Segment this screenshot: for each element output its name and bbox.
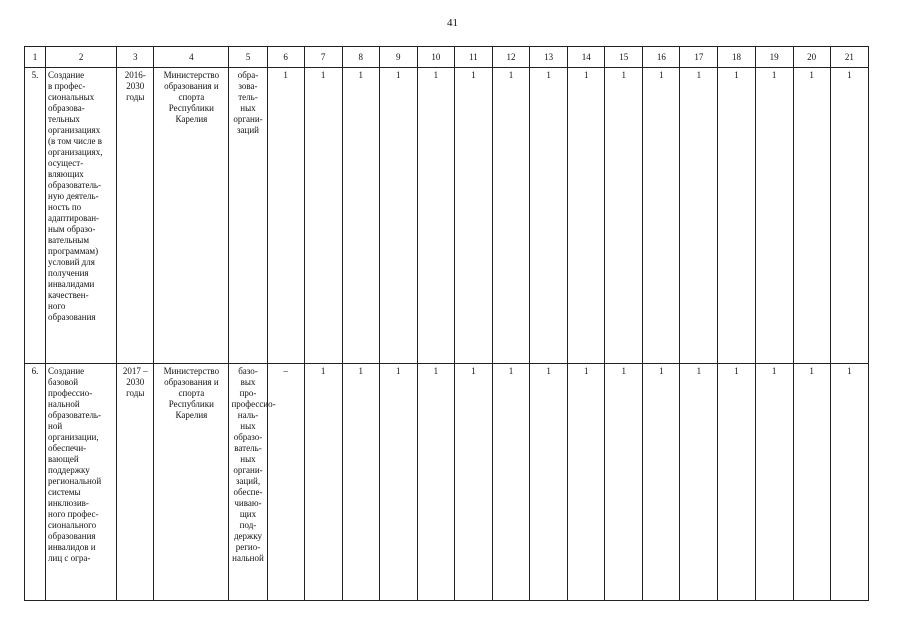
value-cell-12: 1 (493, 364, 530, 601)
value-cell-6: – (267, 364, 304, 601)
value-cell-19: 1 (755, 68, 793, 364)
value-cell-6: 1 (267, 68, 304, 364)
value-cell-11: 1 (454, 68, 492, 364)
value-cell-8: 1 (342, 364, 379, 601)
value-cell-20: 1 (793, 68, 830, 364)
column-number-18: 18 (718, 47, 755, 68)
column-number-15: 15 (605, 47, 643, 68)
table-row (25, 68, 869, 364)
table-row (25, 364, 869, 601)
column-number-7: 7 (304, 47, 342, 68)
column-number-3: 3 (117, 47, 154, 68)
value-cell-17: 1 (680, 364, 718, 601)
period: 2016- 2030 годы (117, 68, 154, 364)
value-cell-21: 1 (830, 68, 868, 364)
column-number-12: 12 (493, 47, 530, 68)
column-number-5: 5 (229, 47, 267, 68)
value-cell-13: 1 (530, 364, 568, 601)
column-number-14: 14 (568, 47, 605, 68)
value-cell-8: 1 (342, 68, 379, 364)
column-number-2: 2 (46, 47, 117, 68)
unit-of-measure: обра- зова- тель- ных органи- заций (229, 68, 267, 364)
value-cell-7: 1 (304, 364, 342, 601)
value-cell-10: 1 (417, 364, 454, 601)
column-number-6: 6 (267, 47, 304, 68)
activity-name: Создание базовой профессио- нальной образователь- ной организации, обеспечи- вающей поддержку региональной системы инклюзив- ного профес- сионального образования инвалидов и лиц с огра- (46, 364, 117, 601)
value-cell-11: 1 (454, 364, 492, 601)
page-number: 41 (447, 17, 458, 29)
value-cell-9: 1 (379, 364, 417, 601)
column-number-10: 10 (417, 47, 454, 68)
column-number-20: 20 (793, 47, 830, 68)
row-number: 5. (25, 68, 46, 364)
column-number-4: 4 (154, 47, 229, 68)
value-cell-14: 1 (568, 364, 605, 601)
value-cell-18: 1 (718, 68, 755, 364)
column-number-19: 19 (755, 47, 793, 68)
header-row (25, 47, 869, 68)
column-number-8: 8 (342, 47, 379, 68)
activity-name: Создание в профес- сиональных образова- тельных организациях (в том числе в организациях, осущест- вляющих образователь- ную деятель- ность по адаптирован- ным образо- вательным программам) условий для получения инвалидами качествен- ного образования (46, 68, 117, 364)
value-cell-16: 1 (643, 364, 680, 601)
responsible-executor: Министерство образования и спорта Республики Карелия (154, 364, 229, 601)
column-number-1: 1 (25, 47, 46, 68)
value-cell-13: 1 (530, 68, 568, 364)
value-cell-12: 1 (493, 68, 530, 364)
responsible-executor: Министерство образования и спорта Республики Карелия (154, 68, 229, 364)
value-cell-17: 1 (680, 68, 718, 364)
value-cell-21: 1 (830, 364, 868, 601)
value-cell-15: 1 (605, 68, 643, 364)
value-cell-19: 1 (755, 364, 793, 601)
value-cell-16: 1 (643, 68, 680, 364)
value-cell-20: 1 (793, 364, 830, 601)
value-cell-14: 1 (568, 68, 605, 364)
value-cell-15: 1 (605, 364, 643, 601)
period: 2017 – 2030 годы (117, 364, 154, 601)
value-cell-18: 1 (718, 364, 755, 601)
unit-of-measure: базо- вых про- профессио- наль- ных образо- ватель- ных органи- заций, обеспе- чиваю- щих под- держку регио- нальной (229, 364, 267, 601)
column-number-13: 13 (530, 47, 568, 68)
value-cell-9: 1 (379, 68, 417, 364)
row-number: 6. (25, 364, 46, 601)
value-cell-7: 1 (304, 68, 342, 364)
column-number-16: 16 (643, 47, 680, 68)
column-number-9: 9 (379, 47, 417, 68)
column-number-17: 17 (680, 47, 718, 68)
column-number-11: 11 (454, 47, 492, 68)
table-body (25, 47, 869, 601)
program-table (24, 46, 869, 601)
column-number-21: 21 (830, 47, 868, 68)
value-cell-10: 1 (417, 68, 454, 364)
